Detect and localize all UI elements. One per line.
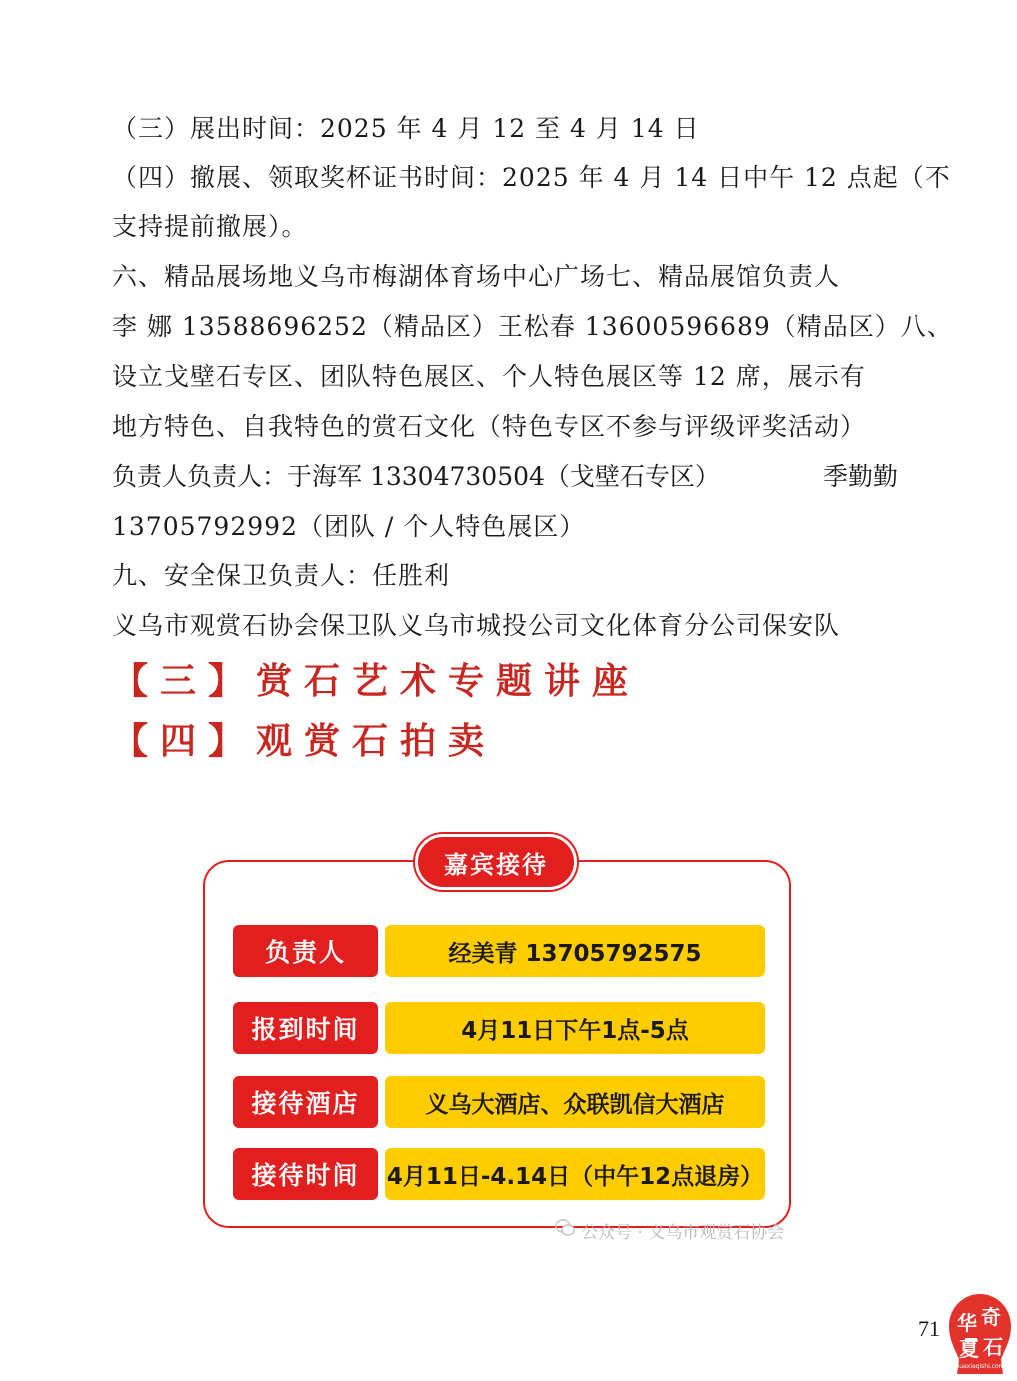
lecture-heading: 【三】赏石艺术专题讲座 bbox=[112, 661, 641, 702]
huaxia-qishi-logo bbox=[945, 1290, 1015, 1376]
exhibit-time-line: （三）展出时间：2025 年 4 月 12 至 4 月 14 日 bbox=[112, 114, 700, 143]
reception-value: 义乌大酒店、众联凯信大酒店 bbox=[385, 1076, 765, 1128]
special-contacts-phone-line: 13705792992（团队 / 个人特色展区） bbox=[112, 512, 586, 541]
reception-value: 4月11日下午1点-5点 bbox=[385, 1002, 765, 1054]
reception-value: 经美青 13705792575 bbox=[385, 925, 765, 977]
reception-label: 接待时间 bbox=[233, 1148, 378, 1200]
reception-label: 负责人 bbox=[233, 925, 378, 977]
security-team-line: 义乌市观赏石协会保卫队义乌市城投公司文化体育分公司保安队 bbox=[112, 611, 841, 640]
security-line: 九、安全保卫负责人：任胜利 bbox=[112, 561, 451, 590]
reception-label: 接待酒店 bbox=[233, 1076, 378, 1128]
wechat-icon bbox=[555, 1219, 575, 1242]
svg-text:奇: 奇 bbox=[981, 1305, 1001, 1329]
teardown-time-line: （四）撤展、领取奖杯证书时间：2025 年 4 月 14 日中午 12 点起（不 bbox=[112, 163, 951, 192]
special-contacts-line bbox=[112, 462, 898, 492]
svg-text:夏: 夏 bbox=[959, 1337, 979, 1361]
special-contacts-name: 季勤勤 bbox=[822, 462, 898, 491]
special-area-line: 设立戈壁石专区、团队特色展区、个人特色展区等 12 席，展示有 bbox=[112, 362, 866, 391]
watermark-text: 公众号 · 义乌市观赏石协会 bbox=[581, 1223, 785, 1243]
reception-value: 4月11日-4.14日（中午12点退房） bbox=[385, 1148, 765, 1200]
contacts-line: 李 娜 13588696252（精品区）王松春 13600596689（精品区）八、 bbox=[112, 312, 953, 341]
special-contacts-text: 负责人负责人：于海军 13304730504（戈壁石专区） bbox=[112, 462, 720, 491]
venue-line: 六、精品展场地义乌市梅湖体育场中心广场七、精品展馆负责人 bbox=[112, 262, 841, 291]
auction-heading: 【四】观赏石拍卖 bbox=[112, 721, 497, 762]
reception-title-badge: 嘉宾接待 bbox=[415, 834, 577, 890]
wechat-watermark bbox=[555, 1218, 784, 1243]
teardown-note-line: 支持提前撤展）。 bbox=[112, 212, 308, 241]
svg-text:华: 华 bbox=[957, 1311, 977, 1335]
page-number: 71 bbox=[918, 1316, 940, 1341]
special-culture-line: 地方特色、自我特色的赏石文化（特色专区不参与评级评奖活动） bbox=[112, 412, 867, 441]
svg-text:石: 石 bbox=[983, 1335, 1003, 1359]
reception-label: 报到时间 bbox=[233, 1002, 378, 1054]
svg-text:huaxiaqishi.com: huaxiaqishi.com bbox=[955, 1363, 1005, 1370]
